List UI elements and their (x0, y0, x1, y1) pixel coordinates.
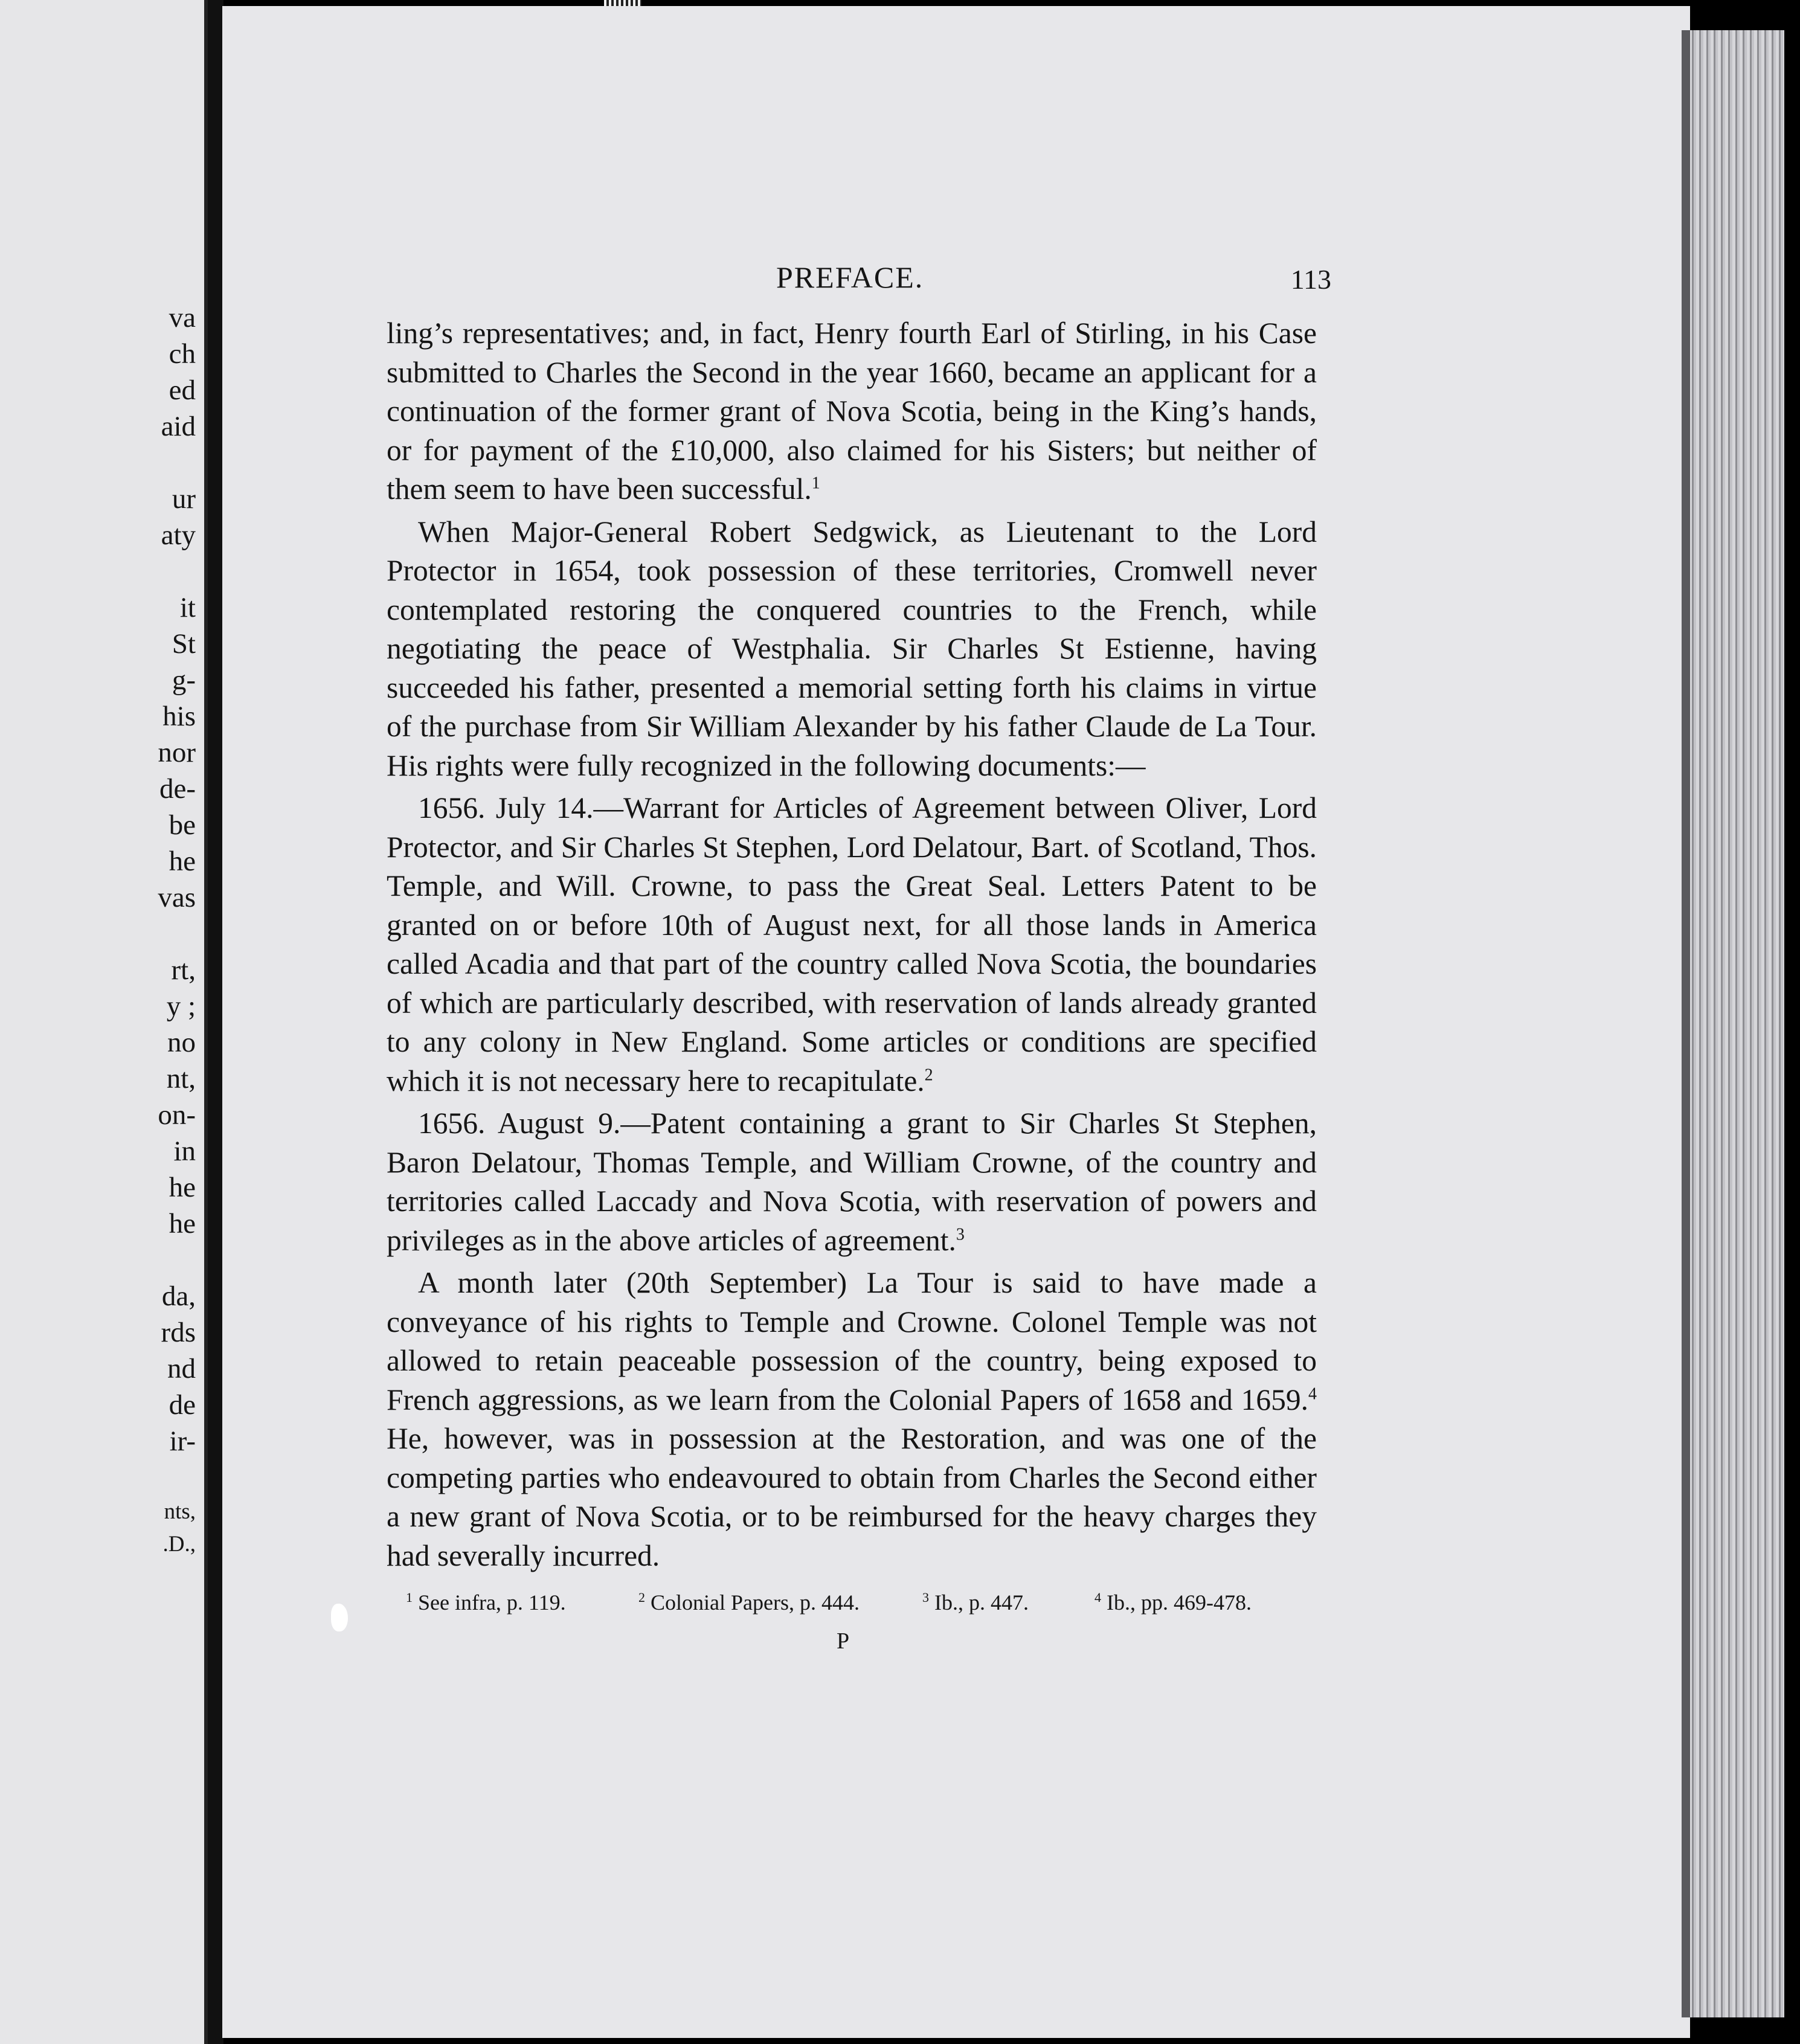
page-number: 113 (1290, 264, 1331, 295)
paragraph (387, 314, 1317, 509)
fragment: nd (167, 1353, 196, 1384)
footnote-text: Ib., pp. 469-478. (1101, 1590, 1252, 1615)
fragment: da, (161, 1281, 196, 1312)
fragment: de (169, 1389, 196, 1421)
fragment: no (167, 1027, 196, 1058)
fragment: aty (161, 519, 196, 551)
footnote-mark: 3 (922, 1590, 929, 1605)
paragraph-text: ling’s representatives; and, in fact, Henry fourth Earl of Stirling, in his Case submitted to Charles the Second in the year 1660, became an applicant for a continuation of the former grant of Nova Scotia, being in the King’s hands, or for payment of the £10,000, also claimed for his Sisters; but neither of them seem to have been successful. (387, 317, 1317, 506)
paragraph (387, 1264, 1317, 1575)
running-head-title: PREFACE. (776, 260, 924, 294)
footnote (1094, 1590, 1252, 1615)
footnote-reference: 1 (811, 474, 820, 493)
fragment: de- (159, 773, 196, 805)
fragment: ed (169, 374, 196, 406)
paragraph (387, 513, 1317, 786)
footnote-text: See infra, p. 119. (413, 1590, 566, 1615)
footnote-mark: 1 (406, 1590, 413, 1605)
paragraph-text-continued: He, however, was in possession at the Restoration, and was one of the competing parties who endeavoured to obtain from Charles the Second either a new grant of Nova Scotia, or to be reimbursed for the heavy charges they had severally incurred. (387, 1422, 1317, 1572)
footnote-text: Colonial Papers, p. 444. (645, 1590, 860, 1615)
fragment-gap (158, 916, 196, 952)
fragment: ur (172, 483, 196, 515)
paragraph (387, 789, 1317, 1101)
fragment: rt, (171, 954, 196, 986)
fragment-gap (158, 553, 196, 590)
fragment: y ; (166, 991, 196, 1022)
scan-speck (331, 1604, 348, 1631)
fragment: St (172, 628, 196, 660)
fragment: aid (161, 411, 196, 442)
fragment: he (169, 1208, 196, 1239)
page-stack-fore-edge (1682, 30, 1784, 2017)
footnote (406, 1590, 566, 1615)
paragraph-text: A month later (20th September) La Tour is said to have made a conveyance of his rights to Temple and Crowne. Colonel Temple was not allowed to retain peaceable possession of the country, being exposed to French aggressions, as we learn from the Colonial Papers of 1658 and 1659. (387, 1266, 1317, 1416)
footnotes (406, 1590, 1288, 1620)
running-head (387, 260, 1331, 302)
fragment: on- (158, 1099, 196, 1131)
paragraph (387, 1104, 1317, 1260)
fragment: in (173, 1136, 196, 1167)
footnote-fragment: nts, (164, 1499, 196, 1524)
paragraph-text: 1656. July 14.—Warrant for Articles of Agreement between Oliver, Lord Protector, and Sir Charles St Stephen, Lord Delatour, Bart. of Scotland, Thos. Temple, and Will. Crowne, to pass the Great Seal. Letters Patent to be granted on or before 10th of August next, for all those lands in America called Acadia and that part of the country called Nova Scotia, the boundaries of which are particularly described, with reservation of lands already granted to any colony in New England. Some articles or conditions are specified which it is not necessary here to recapitulate. (387, 791, 1317, 1098)
fragment: rds (161, 1317, 196, 1348)
fragment: ir- (169, 1425, 196, 1457)
fragment-gap (158, 1459, 196, 1496)
fragment-gap (158, 445, 196, 481)
footnote-text: Ib., p. 447. (929, 1590, 1029, 1615)
footnote (638, 1590, 860, 1615)
fragment: va (169, 302, 196, 333)
paragraph-text: When Major-General Robert Sedgwick, as Lieutenant to the Lord Protector in 1654, took possession of these territories, Cromwell never contemplated restoring the conquered countries to the French, while negotiating the peace of Westphalia. Sir Charles St Estienne, having succeeded his father, presented a memorial setting forth his claims in virtue of the purchase from Sir William Alexander by his father Claude de La Tour. His rights were fully recognized in the following documents:— (387, 515, 1317, 782)
fragment: nor (158, 737, 196, 768)
body-text (387, 314, 1317, 1579)
fragment: nt, (166, 1063, 196, 1094)
signature-mark: P (837, 1628, 850, 1654)
footnote-mark: 4 (1094, 1590, 1101, 1605)
fragment-gap (158, 1242, 196, 1278)
fragment: he (169, 846, 196, 877)
book-gutter (208, 0, 223, 2044)
previous-page-text-fragments (158, 300, 196, 1561)
footnote-fragment: .D., (162, 1532, 196, 1557)
footnote-mark: 2 (638, 1590, 645, 1605)
footnote (922, 1590, 1029, 1615)
footnote-reference: 3 (956, 1225, 965, 1244)
fragment: g- (172, 664, 196, 696)
paragraph-text: 1656. August 9.—Patent containing a grant to Sir Charles St Stephen, Baron Delatour, Thomas Temple, and William Crowne, of the country and territories called Laccady and Nova Scotia, with reservation of powers and privileges as in the above articles of agreement. (387, 1107, 1317, 1257)
fore-edge-shadow (1682, 30, 1690, 2017)
fragment: his (162, 701, 196, 732)
previous-page-edge (0, 0, 208, 2044)
fragment: vas (158, 882, 196, 913)
fragment: ch (169, 338, 196, 370)
footnote-reference: 2 (924, 1065, 933, 1084)
fragment: he (169, 1172, 196, 1203)
footnote-reference: 4 (1308, 1384, 1317, 1403)
fragment: be (169, 809, 196, 841)
fragment: it (179, 592, 196, 623)
